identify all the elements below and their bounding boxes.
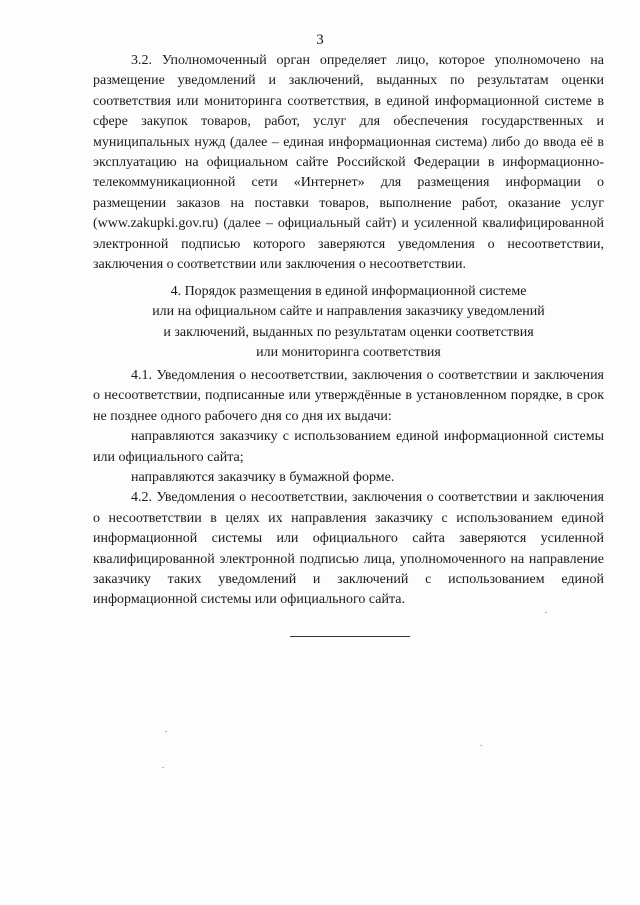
closing-rule [290,636,410,637]
section-4-heading-line-1: 4. Порядок размещения в единой информационной системе [170,284,527,299]
section-4-heading-line-3: и заключений, выданных по результатам оценки соответствия [163,324,534,340]
section-4-body [93,366,604,611]
paragraph-3-2-block [93,51,604,275]
section-4-heading [93,282,604,364]
scan-speck [165,731,167,732]
paragraph-4-2: 4.2. Уведомления о несоответствии, заключения о соответствии и заключения о несоответствии в целях их направления заказчику с использованием единой информационной системы или официального сайта заверяются усиленной квалифицированной электронной подписью лица, уполномоченного на направление заказчику таких уведомлений и заключений с использованием единой информационной системы или официального сайта. [93,490,604,608]
paragraph-4-1: 4.1. Уведомления о несоответствии, заключения о соответствии и заключения о несоответствии, подписанные или утверждённые в установленном порядке, в срок не позднее одного рабочего дня со дня их выдачи: [93,368,604,424]
scan-speck [162,767,164,768]
paragraph-3-2: 3.2. Уполномоченный орган определяет лицо, которое уполномочено на размещение уведомлений и заключений, выданных по результатам оценки соответствия или мониторинга соответствия, в единой информационной системе в сфере закупок товаров, работ, услуг для обеспечения государственных и муниципальных нужд (далее – единая информационная система) либо до ввода её в эксплуатацию на официальном сайте Российской Федерации в информационно-телекоммуникационной сети «Интернет» для размещения информации о размещении заказов на поставки товаров, выполнение работ, оказание услуг (www.zakupki.gov.ru) (далее – официальный сайт) и усиленной квалифицированной электронной подписью которого заверяются уведомления о несоответствии, заключения о соответствии или заключения о несоответствии. [93,53,604,273]
section-4-heading-line-4: или мониторинга соответствия [256,345,441,361]
page-number: 3 [316,32,324,48]
scan-speck [545,612,547,613]
paragraph-4-1-item-a: направляются заказчику с использованием единой информационной системы или официального сайта; [93,429,604,465]
section-4-heading-line-2: или на официальном сайте и направления заказчику уведомлений [152,304,545,320]
paragraph-4-1-item-b: направляются заказчику в бумажной форме. [131,470,395,486]
scan-speck [480,745,482,746]
